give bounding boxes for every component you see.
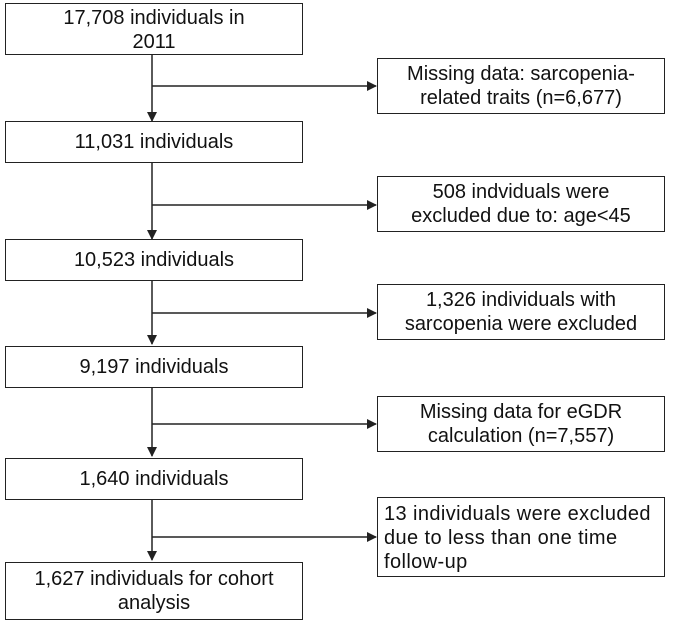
- exclusion-box-3: [377, 284, 665, 340]
- main-box-2: [5, 121, 303, 163]
- main-box-1-line-2: 2011: [132, 31, 176, 53]
- exclusion-box-5-line-1: 13 individuals were excluded: [384, 503, 651, 525]
- exclusion-box-1: [377, 58, 665, 114]
- main-box-6-line-1: 1,627 individuals for cohort: [34, 568, 274, 590]
- exclusion-box-3-line-1: 1,326 individuals with: [425, 289, 617, 311]
- exclusion-box-1-line-2: related traits (n=6,677): [420, 87, 622, 109]
- main-box-5: [5, 458, 303, 500]
- main-box-3: [5, 239, 303, 281]
- exclusion-box-5: [377, 497, 665, 577]
- main-box-1-line-1: 17,708 individuals in: [63, 7, 245, 29]
- main-box-5-line-1: 1,640 individuals: [79, 468, 229, 490]
- main-box-6-line-2: analysis: [117, 592, 191, 614]
- exclusion-box-4-line-2: calculation (n=7,557): [427, 425, 615, 447]
- exclusion-box-2-line-1: 508 indviduals were: [432, 181, 610, 203]
- main-box-2-line-1: 11,031 individuals: [74, 131, 234, 153]
- main-box-4-line-1: 9,197 individuals: [79, 356, 229, 378]
- exclusion-box-4-line-1: Missing data for eGDR: [419, 401, 623, 423]
- exclusion-box-4: [377, 396, 665, 452]
- main-box-6: [5, 562, 303, 620]
- main-box-1: [5, 3, 303, 55]
- exclusion-box-3-line-2: sarcopenia were excluded: [404, 313, 638, 335]
- exclusion-box-2: [377, 176, 665, 232]
- main-box-3-line-1: 10,523 individuals: [73, 249, 235, 271]
- exclusion-box-2-line-2: excluded due to: age<45: [411, 205, 631, 227]
- main-box-4: [5, 346, 303, 388]
- exclusion-box-5-line-3: follow-up: [384, 551, 468, 573]
- exclusion-box-1-line-1: Missing data: sarcopenia-: [407, 63, 635, 85]
- exclusion-box-5-line-2: due to less than one time: [384, 527, 618, 549]
